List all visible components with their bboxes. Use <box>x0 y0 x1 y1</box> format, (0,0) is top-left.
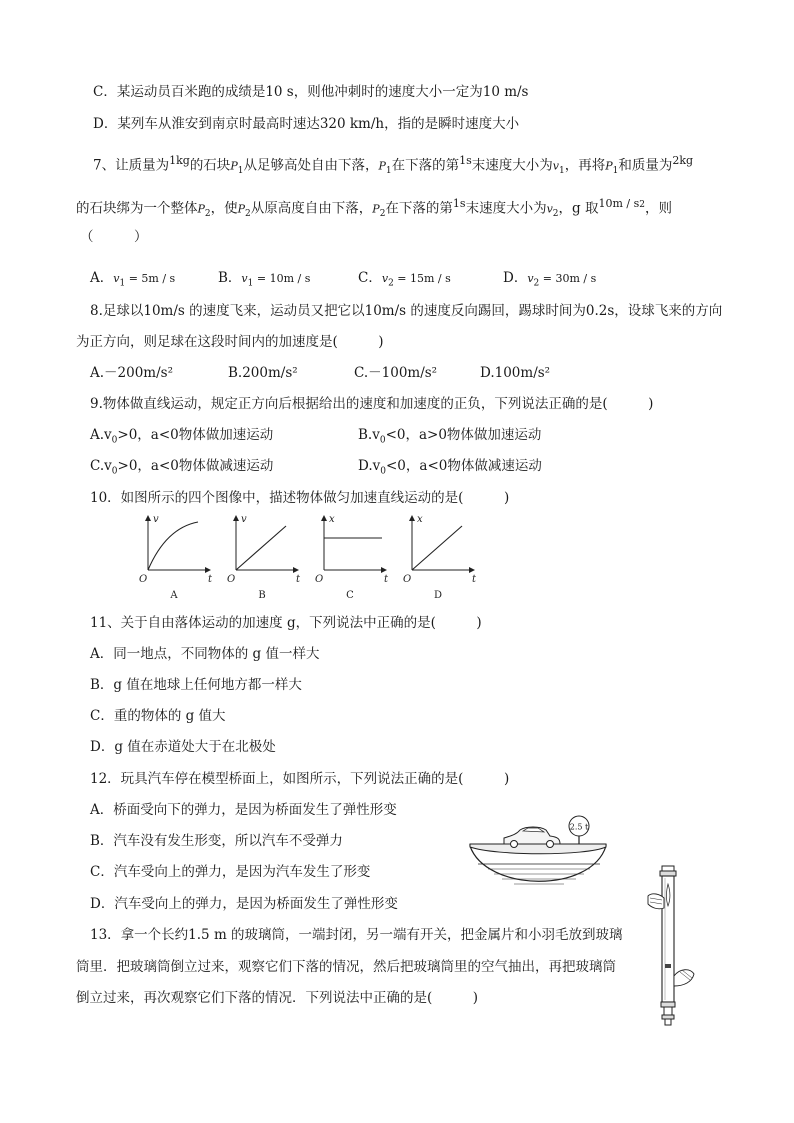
upper-hand-icon <box>648 894 664 909</box>
y-axis-label: x <box>417 514 423 525</box>
load-limit-text: 2.5 t <box>569 822 589 832</box>
y-axis-label: v <box>153 514 159 525</box>
x-axis-label: t <box>472 574 477 585</box>
graph-caption: D <box>433 590 443 600</box>
q7-answer-paren: （ ） <box>80 229 148 245</box>
y-axis-label: x <box>329 514 335 525</box>
graph-b <box>227 514 301 600</box>
q11-option-a: A．同一地点，不同物体的 g 值一样大 <box>90 646 320 662</box>
glass-tube-figure <box>644 864 702 1030</box>
q13-stem-line3: 倒立过来，再次观察它们下落的情况．下列说法中正确的是( ) <box>76 990 479 1006</box>
q8-stem-line2: 为正方向，则足球在这段时间内的加速度是( ) <box>76 334 384 350</box>
q6-option-c: C．某运动员百米跑的成绩是10 s，则他冲刺时的速度大小一定为10 m/s <box>93 84 529 100</box>
origin-label: O <box>139 574 148 585</box>
q9-option-a: $A.v_0>0$，a<0物体做加速运动 <box>90 427 274 446</box>
q9-option-b: $B.v_0<0$，a>0物体做加速运动 <box>358 427 542 446</box>
q13-stem-line1: 13．拿一个长约1.5 m 的玻璃筒，一端封闭，另一端有开关，把金属片和小羽毛放到玻璃 <box>90 927 623 943</box>
q12-option-d: D．汽车受向上的弹力，是因为桥面发生了弹性形变 <box>90 896 398 912</box>
origin-label: O <box>403 574 412 585</box>
q7-stem-line1: 7、让质量为$^{1kg}$的石块$P_1$从足够高处自由下落，$P_1$在下落的第$^{1s}$末速度大小为$v_1$，再将$P_1$和质量为$^{2kg}$ <box>93 154 694 177</box>
graph-curve <box>148 522 198 570</box>
q8-option-b: B.200m/s² <box>228 365 298 381</box>
q7-option-a: A．$v_1 = 5m / s$ <box>90 270 176 289</box>
q8-option-a: A.－200m/s² <box>90 365 173 381</box>
x-axis-label: t <box>384 574 389 585</box>
q11-stem: 11、关于自由落体运动的加速度 g，下列说法中正确的是( ) <box>90 615 482 631</box>
origin-label: O <box>315 574 324 585</box>
q11-option-d: D．g 值在赤道处大于在北极处 <box>90 739 276 755</box>
q7-stem-line2: 的石块绑为一个整体$P_2$，使$P_2$从原高度自由下落，$P_2$在下落的第$^{1s}$末速度大小为$v_2$，g 取$^{10m / s2}$，则 <box>76 197 672 220</box>
q12-option-c: C．汽车受向上的弹力，是因为汽车发生了形变 <box>90 864 371 880</box>
graph-caption: B <box>258 590 266 600</box>
origin-label: O <box>227 574 236 585</box>
q8-stem-line1: 8.足球以10m/s 的速度飞来，运动员又把它以10m/s 的速度反向踢回，踢球时间为0.2s，设球飞来的方向 <box>90 303 723 319</box>
q13-stem-line2: 筒里．把玻璃筒倒立过来，观察它们下落的情况，然后把玻璃筒里的空气抽出，再把玻璃筒 <box>76 959 616 975</box>
q8-option-d: D.100m/s² <box>480 365 551 381</box>
q12-option-b: B．汽车没有发生形变，所以汽车不受弹力 <box>90 833 343 849</box>
graph-c <box>315 514 389 600</box>
q9-option-d: $D.v_0<0$，a<0物体做减速运动 <box>358 458 542 477</box>
q9-stem: 9.物体做直线运动，规定正方向后根据给出的速度和加速度的正负，下列说法正确的是( ) <box>90 396 654 412</box>
x-axis-label: t <box>296 574 301 585</box>
y-axis-label: v <box>241 514 247 525</box>
graph-curve <box>236 526 286 570</box>
graph-caption: A <box>170 590 178 600</box>
graph-caption: C <box>346 590 354 600</box>
q9-option-c: $C.v_0>0$，a<0物体做减速运动 <box>90 458 274 477</box>
q7-option-c: C．$v_2 = 15m / s$ <box>358 270 451 289</box>
graph-curve <box>412 526 462 570</box>
q7-option-b: B．$v_1 = 10m / s$ <box>218 270 311 289</box>
q7-option-d: D．$v_2 = 30m / s$ <box>503 270 597 289</box>
q12-stem: 12．玩具汽车停在模型桥面上，如图所示，下列说法正确的是( ) <box>90 771 510 787</box>
q11-option-b: B．g 值在地球上任何地方都一样大 <box>90 677 302 693</box>
x-axis-label: t <box>208 574 213 585</box>
bridge-car-figure <box>466 812 612 898</box>
graph-a <box>139 514 213 600</box>
lower-hand-icon <box>674 970 694 986</box>
q6-option-d: D．某列车从淮安到南京时最高时速达320 km/h，指的是瞬时速度大小 <box>93 116 520 132</box>
q8-option-c: C.－100m/s² <box>354 365 438 381</box>
q12-option-a: A．桥面受向下的弹力，是因为桥面发生了弹性形变 <box>90 802 397 818</box>
q11-option-c: C．重的物体的 g 值大 <box>90 708 226 724</box>
graph-d <box>403 514 477 600</box>
q10-stem: 10．如图所示的四个图像中，描述物体做匀加速直线运动的是( ) <box>90 490 510 506</box>
q10-graphs-figure <box>130 508 490 600</box>
